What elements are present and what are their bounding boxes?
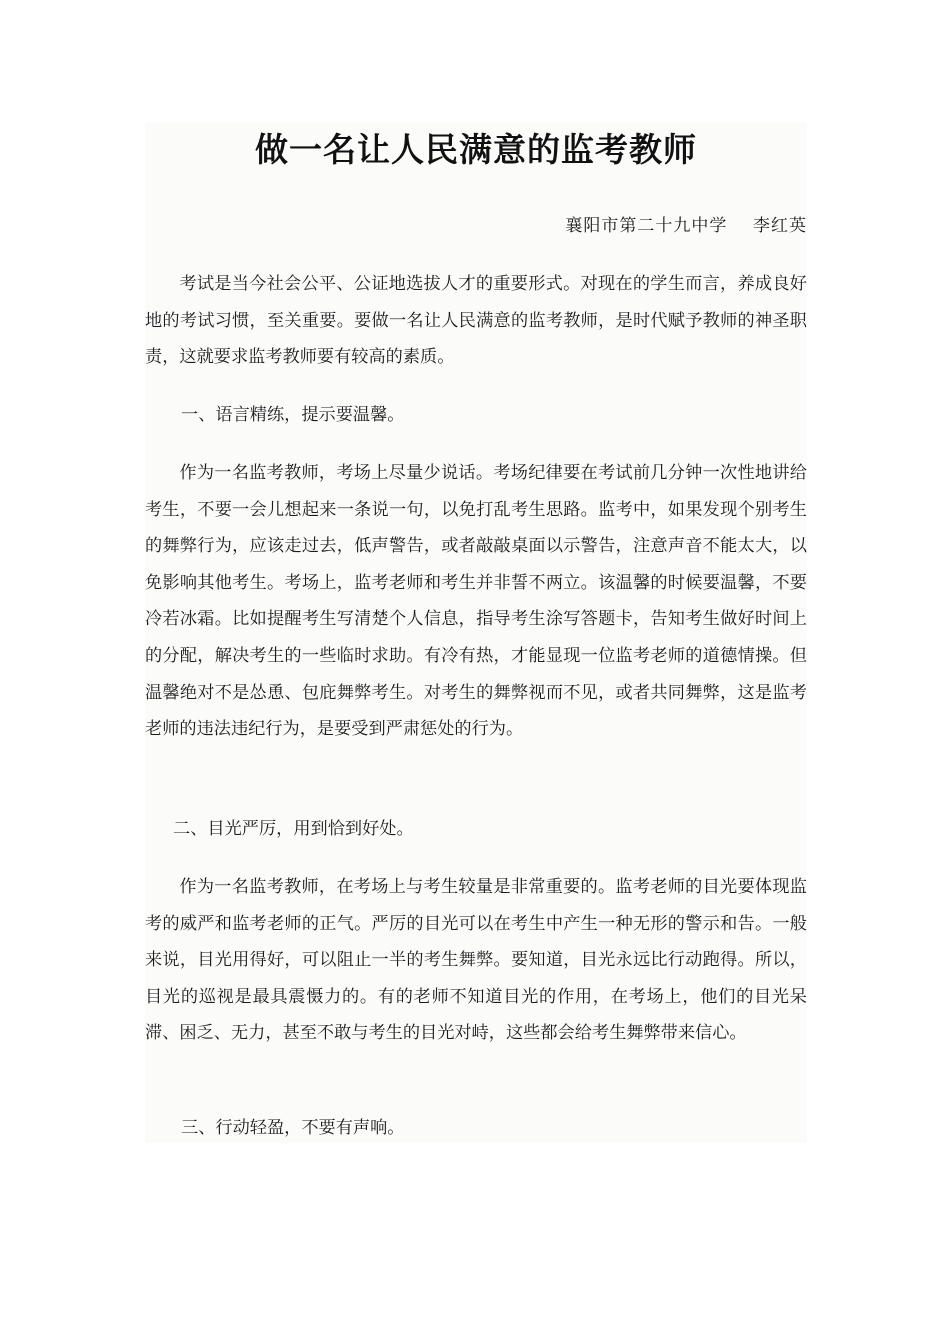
author-byline: 襄阳市第二十九中学 李红英 xyxy=(565,216,807,236)
intro-paragraph: 考试是当今社会公平、公证地选拔人才的重要形式。对现在的学生而言，养成良好地的考试习惯，至关重要。要做一名让人民满意的监考教师，是时代赋予教师的神圣职责，这就要求监考教师要有较高的素质。 xyxy=(145,274,807,368)
document-title: 做一名让人民满意的监考教师 xyxy=(255,130,697,169)
section-heading-1: 一、语言精练，提示要温馨。 xyxy=(181,405,405,425)
section-heading-2: 二、目光严厉，用到恰到好处。 xyxy=(173,819,414,839)
section-heading-3: 三、行动轻盈，不要有声响。 xyxy=(181,1118,405,1138)
section-body-1: 作为一名监考教师，考场上尽量少说话。考场纪律要在考试前几分钟一次性地讲给考生，不要一会儿想起来一条说一句，以免打乱考生思路。监考中，如果发现个别考生的舞弊行为，应该走过去，低声警告，或者敲敲桌面以示警告，注意声音不能太大，以免影响其他考生。考场上，监考老师和考生并非誓不两立。该温馨的时候要温馨，不要冷若冰霜。比如提醒考生写清楚个人信息，指导考生涂写答题卡，告知考生做好时间上的分配，解决考生的一些临时求助。有冷有热，才能显现一位监考老师的道德情操。但温馨绝对不是怂恿、包庇舞弊考生。对考生的舞弊视而不见，或者共同舞弊，这是监考老师的违法违纪行为，是要受到严肃惩处的行为。 xyxy=(145,463,807,740)
section-body-2: 作为一名监考教师，在考场上与考生较量是非常重要的。监考老师的目光要体现监考的威严和监考老师的正气。严厉的目光可以在考生中产生一种无形的警示和告。一般来说，目光用得好，可以阻止一半的考生舞弊。要知道，目光永远比行动跑得。所以，目光的巡视是最具震慑力的。有的老师不知道目光的作用，在考场上，他们的目光呆滞、困乏、无力，甚至不敢与考生的目光对峙，这些都会给考生舞弊带来信心。 xyxy=(145,877,807,1044)
